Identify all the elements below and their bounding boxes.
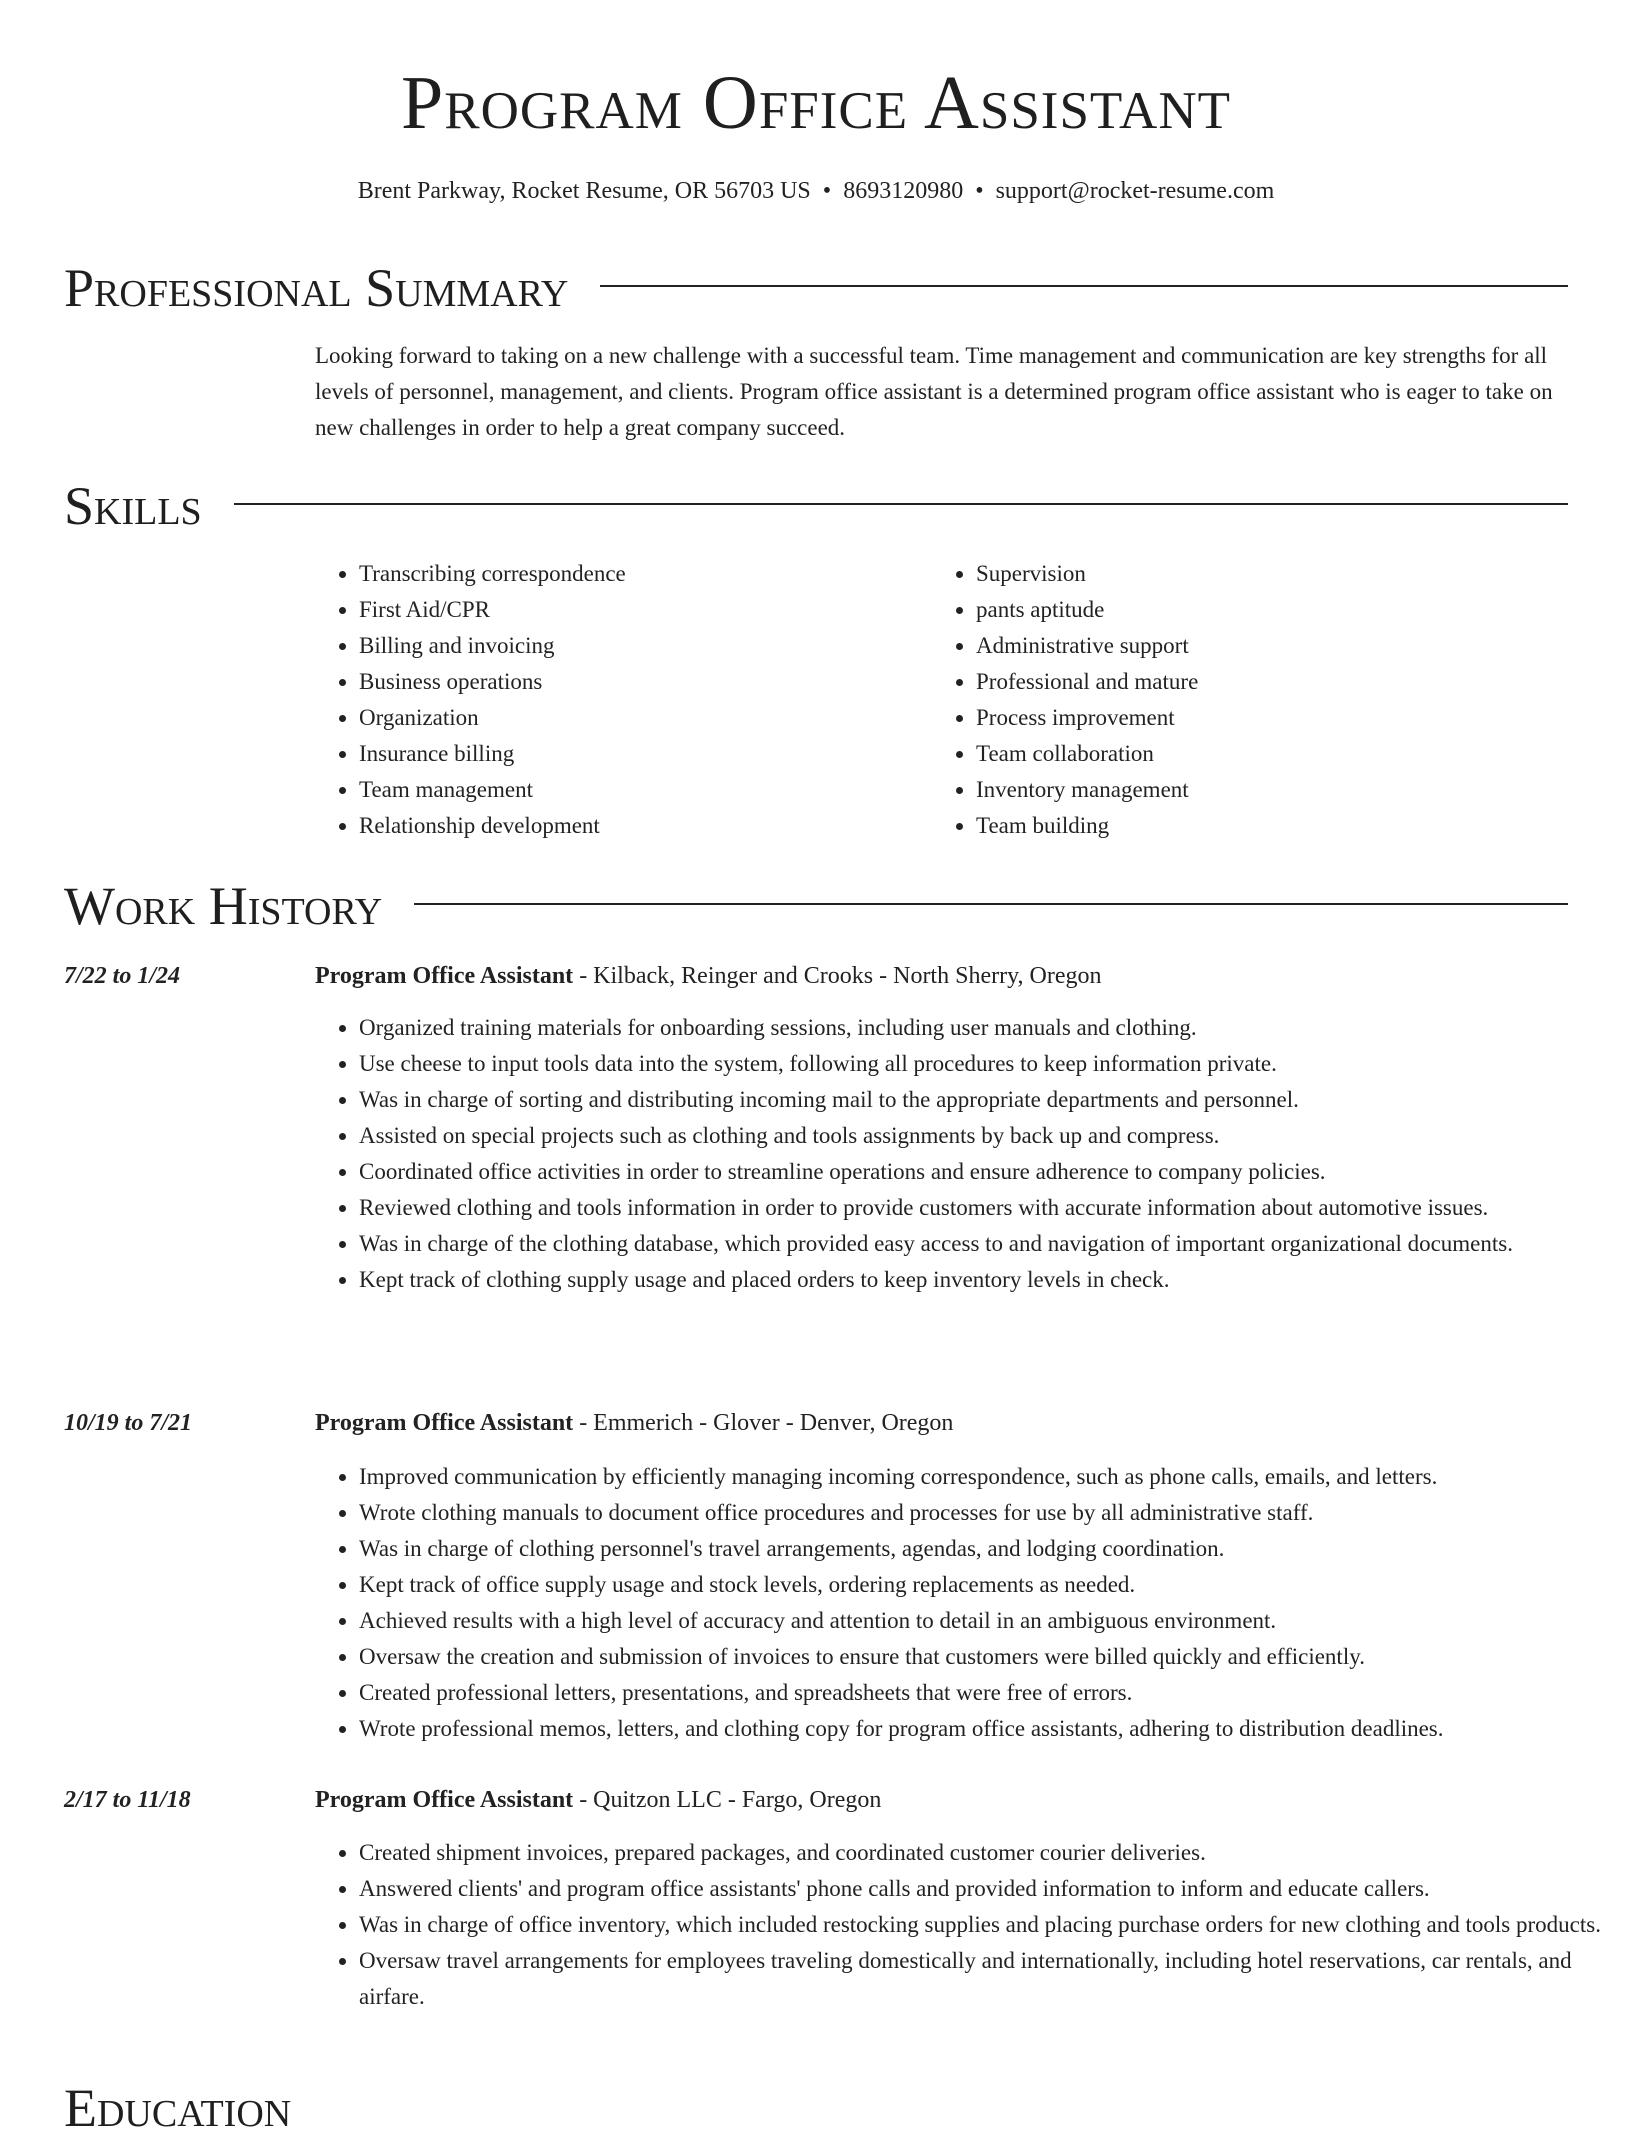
contact-separator: • <box>975 178 984 204</box>
skills-list-left <box>315 556 919 844</box>
job-dates: 10/19 to 7/21 <box>64 1410 193 1436</box>
section-divider <box>414 903 1568 905</box>
responsibility-item: • Wrote clothing manuals to document office procedures and processes for use by all administrative staff. <box>359 1495 1612 1531</box>
job-heading <box>315 1406 1568 1440</box>
work-section-title: Work History <box>64 876 383 936</box>
job-employer-location: - Emmerich - Glover - Denver, Oregon <box>573 1410 954 1436</box>
responsibility-item: • Oversaw travel arrangements for employees traveling domestically and internationally, including hotel reservations, car rentals, and airfare. <box>359 1943 1612 2015</box>
summary-text: Looking forward to taking on a new challenge with a successful team. Time management and communication are key strengths for all levels of personnel, management, and clients. Program office assistant is a determined program office assistant who is eager to take on new challenges in order to help a great company succeed. <box>315 343 1553 440</box>
skills-list-right <box>932 556 1536 844</box>
skill-item: • Organization <box>359 700 919 736</box>
skill-item: • Team building <box>976 808 1536 844</box>
contact-phone: 8693120980 <box>843 178 964 204</box>
responsibility-item: • Kept track of clothing supply usage and placed orders to keep inventory levels in check. <box>359 1262 1612 1298</box>
responsibility-item: • Achieved results with a high level of accuracy and attention to detail in an ambiguous environment. <box>359 1603 1612 1639</box>
skill-item: • Relationship development <box>359 808 919 844</box>
job-dates: 2/17 to 11/18 <box>64 1787 191 1813</box>
responsibility-item: • Wrote professional memos, letters, and clothing copy for program office assistants, adhering to distribution deadlines. <box>359 1711 1612 1747</box>
contact-line <box>0 174 1632 208</box>
responsibility-item: • Improved communication by efficiently managing incoming correspondence, such as phone calls, emails, and letters. <box>359 1459 1612 1495</box>
responsibility-item: • Reviewed clothing and tools information in order to provide customers with accurate information about automotive issues. <box>359 1190 1612 1226</box>
skill-item: • Billing and invoicing <box>359 628 919 664</box>
contact-separator: • <box>822 178 832 204</box>
job-title: Program Office Assistant <box>315 963 574 989</box>
skills-section-header <box>64 476 1568 536</box>
skill-item: • pants aptitude <box>976 592 1536 628</box>
responsibility-item: • Use cheese to input tools data into the system, following all procedures to keep information private. <box>359 1046 1612 1082</box>
responsibility-item: • Was in charge of office inventory, which included restocking supplies and placing purchase orders for new clothing and tools products. <box>359 1907 1612 1943</box>
job-title: Program Office Assistant <box>315 1787 574 1813</box>
skill-item: • Administrative support <box>976 628 1536 664</box>
responsibility-item: • Coordinated office activities in order to streamline operations and ensure adherence to company policies. <box>359 1154 1612 1190</box>
skill-item: • Business operations <box>359 664 919 700</box>
responsibility-item: • Organized training materials for onboarding sessions, including user manuals and clothing. <box>359 1010 1612 1046</box>
responsibility-item: • Was in charge of the clothing database, which provided easy access to and navigation of important organizational documents. <box>359 1226 1612 1262</box>
responsibility-item: • Was in charge of clothing personnel's travel arrangements, agendas, and lodging coordination. <box>359 1531 1612 1567</box>
skill-item: • Team management <box>359 772 919 808</box>
contact-email: support@rocket-resume.com <box>995 178 1275 204</box>
contact-address: Brent Parkway, Rocket Resume, OR 56703 US <box>357 178 811 204</box>
skill-item: • Transcribing correspondence <box>359 556 919 592</box>
skill-item: • Professional and mature <box>976 664 1536 700</box>
skill-item: • Team collaboration <box>976 736 1536 772</box>
responsibility-item: • Created professional letters, presentations, and spreadsheets that were free of errors. <box>359 1675 1612 1711</box>
section-divider <box>234 503 1568 505</box>
job-heading <box>315 959 1568 993</box>
job-responsibilities <box>315 1459 1612 1747</box>
job-employer-location: - Quitzon LLC - Fargo, Oregon <box>573 1787 882 1813</box>
education-section-title: Education <box>64 2078 292 2138</box>
education-section-header <box>64 2078 1568 2138</box>
responsibility-item: • Kept track of office supply usage and stock levels, ordering replacements as needed. <box>359 1567 1612 1603</box>
job-title: Program Office Assistant <box>315 1410 574 1436</box>
responsibility-item: • Created shipment invoices, prepared packages, and coordinated customer courier deliveries. <box>359 1835 1612 1871</box>
job-employer-location: - Kilback, Reinger and Crooks - North Sherry, Oregon <box>573 963 1102 989</box>
skill-item: • First Aid/CPR <box>359 592 919 628</box>
skill-item: • Supervision <box>976 556 1536 592</box>
summary-section-header <box>64 258 1568 318</box>
skill-item: • Process improvement <box>976 700 1536 736</box>
skill-item: • Inventory management <box>976 772 1536 808</box>
job-dates: 7/22 to 1/24 <box>64 963 181 989</box>
job-responsibilities <box>315 1835 1612 2015</box>
section-divider <box>600 285 1568 287</box>
job-responsibilities <box>315 1010 1612 1298</box>
responsibility-item: • Assisted on special projects such as clothing and tools assignments by back up and compress. <box>359 1118 1612 1154</box>
summary-section-title: Professional Summary <box>64 258 569 318</box>
job-heading <box>315 1783 1568 1817</box>
skills-section-title: Skills <box>64 476 202 536</box>
work-section-header <box>64 876 1568 936</box>
candidate-name: Program Office Assistant <box>401 61 1231 145</box>
responsibility-item: • Oversaw the creation and submission of invoices to ensure that customers were billed quickly and efficiently. <box>359 1639 1612 1675</box>
skill-item: • Insurance billing <box>359 736 919 772</box>
responsibility-item: • Was in charge of sorting and distributing incoming mail to the appropriate departments and personnel. <box>359 1082 1612 1118</box>
responsibility-item: • Answered clients' and program office assistants' phone calls and provided information to inform and educate callers. <box>359 1871 1612 1907</box>
